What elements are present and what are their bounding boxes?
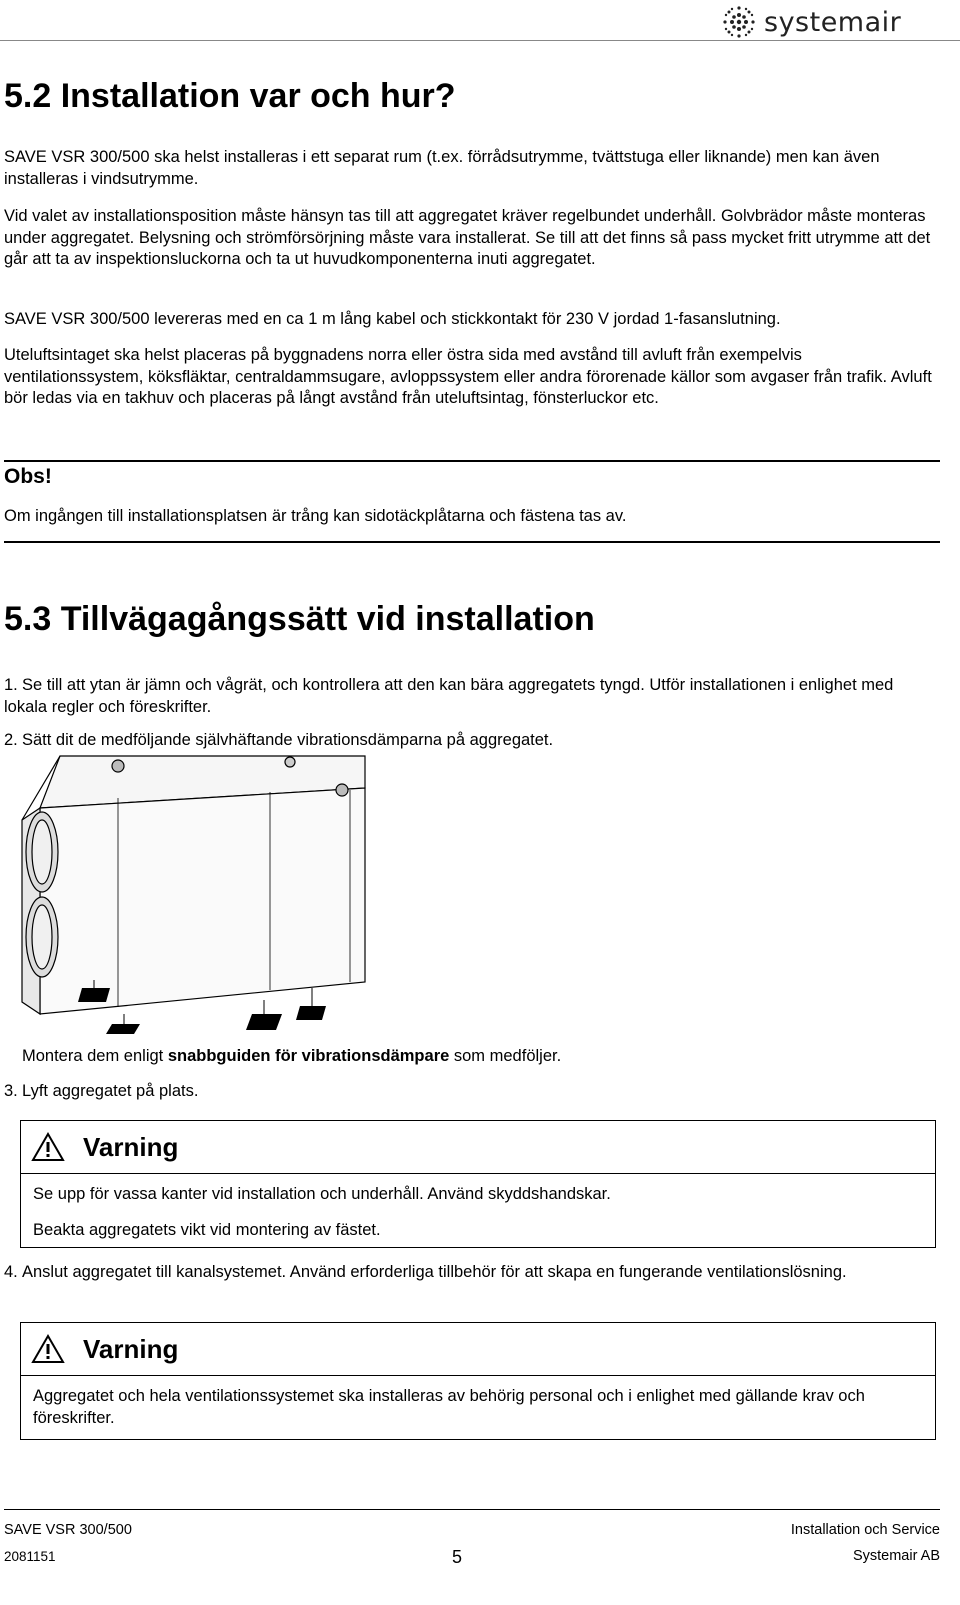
paragraph-position: Vid valet av installationsposition måste hänsyn tas till att aggregatet kräver regelbundet underhåll. Golvbrädor måste monteras under aggregatet. Belysning och strömförsörjning måste vara installerat. Se till att det finns så pass mycket fritt utrymme att det går att ta av inspektionsluckorna och ta ut huvudkomponenterna inuti aggregatet. xyxy=(4,207,931,268)
step-3-number: 3. xyxy=(4,1082,18,1100)
warning-1-header xyxy=(21,1121,935,1174)
warning-box-1 xyxy=(20,1120,936,1248)
step-2-number: 2. xyxy=(4,731,18,749)
mount-guide-name: snabbguiden för vibrationsdämpare xyxy=(167,1047,450,1065)
warning-box-2 xyxy=(20,1322,936,1440)
paragraph-cable: SAVE VSR 300/500 levereras med en ca 1 m lång kabel och stickkontakt för 230 V jordad 1-fasanslutning. xyxy=(4,310,781,328)
warning-1-title: Varning xyxy=(83,1131,179,1162)
paragraph-location: SAVE VSR 300/500 ska helst installeras i ett separat rum (t.ex. förrådsutrymme, tvättstuga eller liknande) men kan även installeras i vindsutrymme. xyxy=(4,148,880,188)
step-1 xyxy=(4,675,934,718)
warning-2-body xyxy=(21,1376,935,1437)
footer-rule xyxy=(4,1509,940,1510)
warning-triangle-icon xyxy=(31,1132,65,1162)
page-number: 5 xyxy=(452,1547,463,1567)
step-1-number: 1. xyxy=(4,676,18,694)
step-4-text: Anslut aggregatet till kanalsystemet. Använd erforderliga tillbehör för att skapa en fungerande ventilationslösning. xyxy=(22,1263,847,1281)
mount-instruction xyxy=(22,1046,922,1068)
warning-1-line-1: Se upp för vassa kanter vid installation och underhåll. Använd skyddshandskar. xyxy=(33,1185,611,1203)
step-2 xyxy=(4,730,934,752)
warning-triangle-icon xyxy=(31,1334,65,1364)
header-rule xyxy=(0,40,960,41)
warning-2-line-1: Aggregatet och hela ventilationssystemet ska installeras av behörig personal och i enlighet med gällande krav och föreskrifter. xyxy=(33,1387,865,1427)
systemair-logo-icon xyxy=(720,3,758,41)
footer-model: SAVE VSR 300/500 xyxy=(4,1522,132,1538)
mount-text-post: som medföljer. xyxy=(449,1047,562,1065)
warning-1-body xyxy=(21,1174,935,1249)
step-4 xyxy=(4,1262,934,1284)
obs-bottom-rule xyxy=(4,541,940,543)
warning-2-header xyxy=(21,1323,935,1376)
unit-illustration xyxy=(20,752,370,1042)
obs-top-rule xyxy=(4,460,940,462)
obs-text: Om ingången till installationsplatsen är trång kan sidotäckplåtarna och fästena tas av. xyxy=(4,507,627,525)
warning-2-title: Varning xyxy=(83,1333,179,1364)
step-3 xyxy=(4,1081,934,1103)
brand-logo xyxy=(720,0,940,44)
step-3-text: Lyft aggregatet på plats. xyxy=(22,1082,199,1100)
footer-company: Systemair AB xyxy=(852,1548,940,1564)
paragraph-intake: Uteluftsintaget ska helst placeras på byggnadens norra eller östra sida med avstånd till avluft från exempelvis ventilationssystem, köksfläktar, centraldammsugare, avloppssystem eller andra förorenade källor som avgaser från trafik. Avluft bör ledas via en takhuv och placeras på långt avstånd från uteluftsintag, fönsterluckor etc. xyxy=(4,346,932,407)
step-1-text: Se till att ytan är jämn och vågrät, och kontrollera att den kan bära aggregatets tyngd. Utför installationen i enlighet med lokala regler och föreskrifter. xyxy=(4,676,894,716)
section-heading-5-2: 5.2 Installation var och hur? xyxy=(4,77,456,115)
step-4-number: 4. xyxy=(4,1263,18,1281)
section-heading-5-3: 5.3 Tillvägagångssätt vid installation xyxy=(4,600,595,638)
warning-1-line-2: Beakta aggregatets vikt vid montering av fästet. xyxy=(33,1220,381,1239)
obs-title: Obs! xyxy=(4,465,52,488)
step-2-text: Sätt dit de medföljande självhäftande vibrationsdämparna på aggregatet. xyxy=(22,731,554,749)
mount-text-pre: Montera dem enligt xyxy=(22,1047,168,1065)
footer-docnum: 2081151 xyxy=(4,1549,56,1564)
footer-doctype: Installation och Service xyxy=(790,1522,940,1538)
brand-name: systemair xyxy=(764,6,902,38)
